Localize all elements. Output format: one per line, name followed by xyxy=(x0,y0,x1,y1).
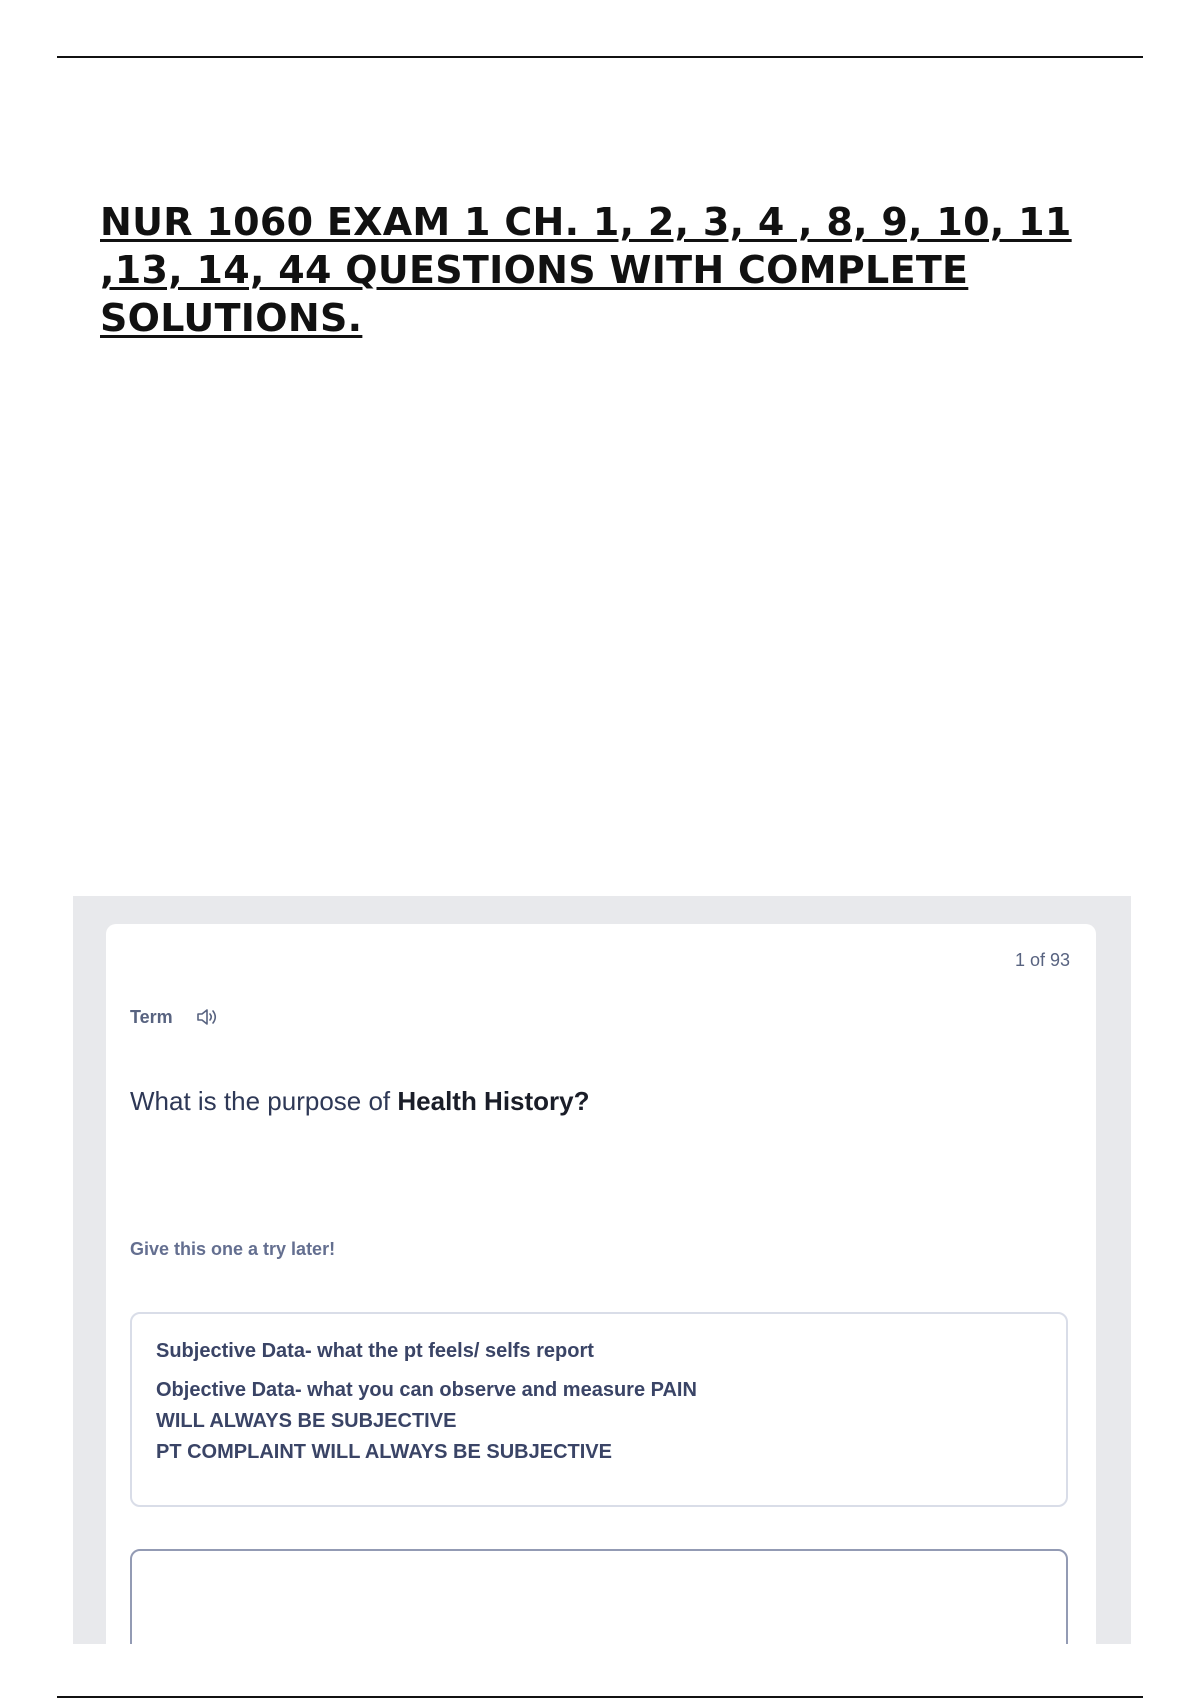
card-counter: 1 of 93 xyxy=(1014,950,1070,970)
question-bold: Health History? xyxy=(397,1086,590,1116)
speaker-icon[interactable] xyxy=(195,1006,221,1028)
question-prefix: What is the purpose of xyxy=(130,1086,398,1116)
flashcard-screenshot xyxy=(73,896,1131,1644)
page-footer-space xyxy=(0,1644,1200,1694)
flashcard xyxy=(106,924,1096,1644)
answer-line: Objective Data- what you can observe and measure PAIN xyxy=(156,1379,697,1401)
answer-line: Subjective Data- what the pt feels/ selfs report xyxy=(156,1340,594,1362)
bottom-rule xyxy=(57,1696,1143,1698)
term-label: Term xyxy=(130,1006,173,1027)
try-later-text: Give this one a try later! xyxy=(130,1239,336,1259)
answer-line: PT COMPLAINT WILL ALWAYS BE SUBJECTIVE xyxy=(156,1441,612,1463)
top-rule xyxy=(57,56,1143,58)
question-text xyxy=(130,1086,590,1117)
answer-option[interactable] xyxy=(130,1312,1068,1507)
term-header xyxy=(130,1006,221,1028)
answer-option-empty[interactable] xyxy=(130,1549,1068,1644)
document-title: NUR 1060 EXAM 1 CH. 1, 2, 3, 4 , 8, 9, 10, 11 ,13, 14, 44 QUESTIONS WITH COMPLETE SOLUTIONS. xyxy=(100,200,1072,340)
answer-line: WILL ALWAYS BE SUBJECTIVE xyxy=(156,1410,457,1432)
